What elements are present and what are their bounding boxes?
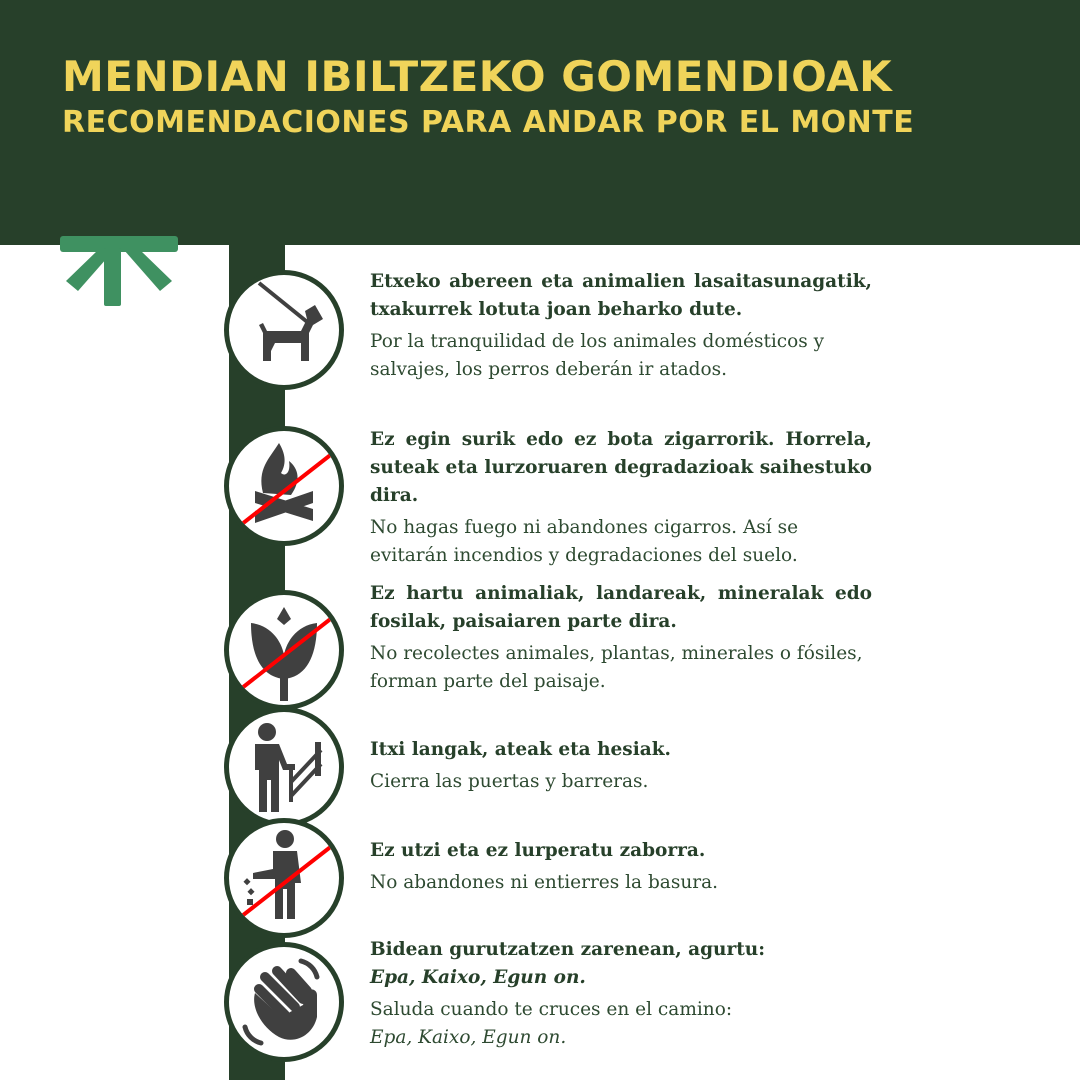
recommendation-basque-text: Etxeko abereen eta animalien lasaitasunagatik, txakurrek lotuta joan beharko dute. bbox=[370, 271, 872, 320]
mountain-arrow-logo-icon bbox=[60, 236, 180, 306]
recommendation-basque-text: Itxi langak, ateak eta hesiak. bbox=[370, 739, 671, 760]
no-fire-icon bbox=[224, 426, 344, 546]
recommendation-spanish-text: No hagas fuego ni abandones cigarros. Así se evitarán incendios y degradaciones del suelo. bbox=[370, 517, 799, 566]
page-subtitle: RECOMENDACIONES PARA ANDAR POR EL MONTE bbox=[62, 105, 915, 140]
dog-on-leash-icon bbox=[224, 270, 344, 390]
recommendation-spanish-text: Cierra las puertas y barreras. bbox=[370, 771, 649, 792]
greeting-words-spanish: Epa, Kaixo, Egun on. bbox=[370, 1027, 567, 1048]
recommendation-basque-text: Ez utzi eta ez lurperatu zaborra. bbox=[370, 840, 706, 861]
recommendation-spanish-text: No abandones ni entierres la basura. bbox=[370, 872, 718, 893]
greeting-words-basque: Epa, Kaixo, Egun on. bbox=[370, 967, 586, 988]
no-littering-icon bbox=[224, 818, 344, 938]
waving-hand-icon bbox=[224, 942, 344, 1062]
recommendation-spanish-text: Por la tranquilidad de los animales domésticos y salvajes, los perros deberán ir atados. bbox=[370, 331, 825, 380]
no-picking-plants-icon bbox=[224, 590, 344, 710]
page-title: MENDIAN IBILTZEKO GOMENDIOAK bbox=[62, 52, 893, 101]
recommendation-spanish-text bbox=[370, 996, 872, 1052]
recommendation-basque-text: Ez egin surik edo ez bota zigarrorik. Horrela, suteak eta lurzoruaren degradazioak saihestuko dira. bbox=[370, 429, 872, 506]
greeting-instruction-spanish: Saluda cuando te cruces en el camino: bbox=[370, 999, 733, 1020]
recommendation-spanish-text: No recolectes animales, plantas, minerales o fósiles, forman parte del paisaje. bbox=[370, 643, 863, 692]
header-banner bbox=[0, 0, 1080, 245]
recommendation-basque-text bbox=[370, 936, 872, 992]
recommendation-basque-text: Ez hartu animaliak, landareak, mineralak edo fosilak, paisaiaren parte dira. bbox=[370, 583, 872, 632]
close-gate-icon bbox=[224, 707, 344, 827]
greeting-instruction-basque: Bidean gurutzatzen zarenean, agurtu: bbox=[370, 939, 766, 960]
